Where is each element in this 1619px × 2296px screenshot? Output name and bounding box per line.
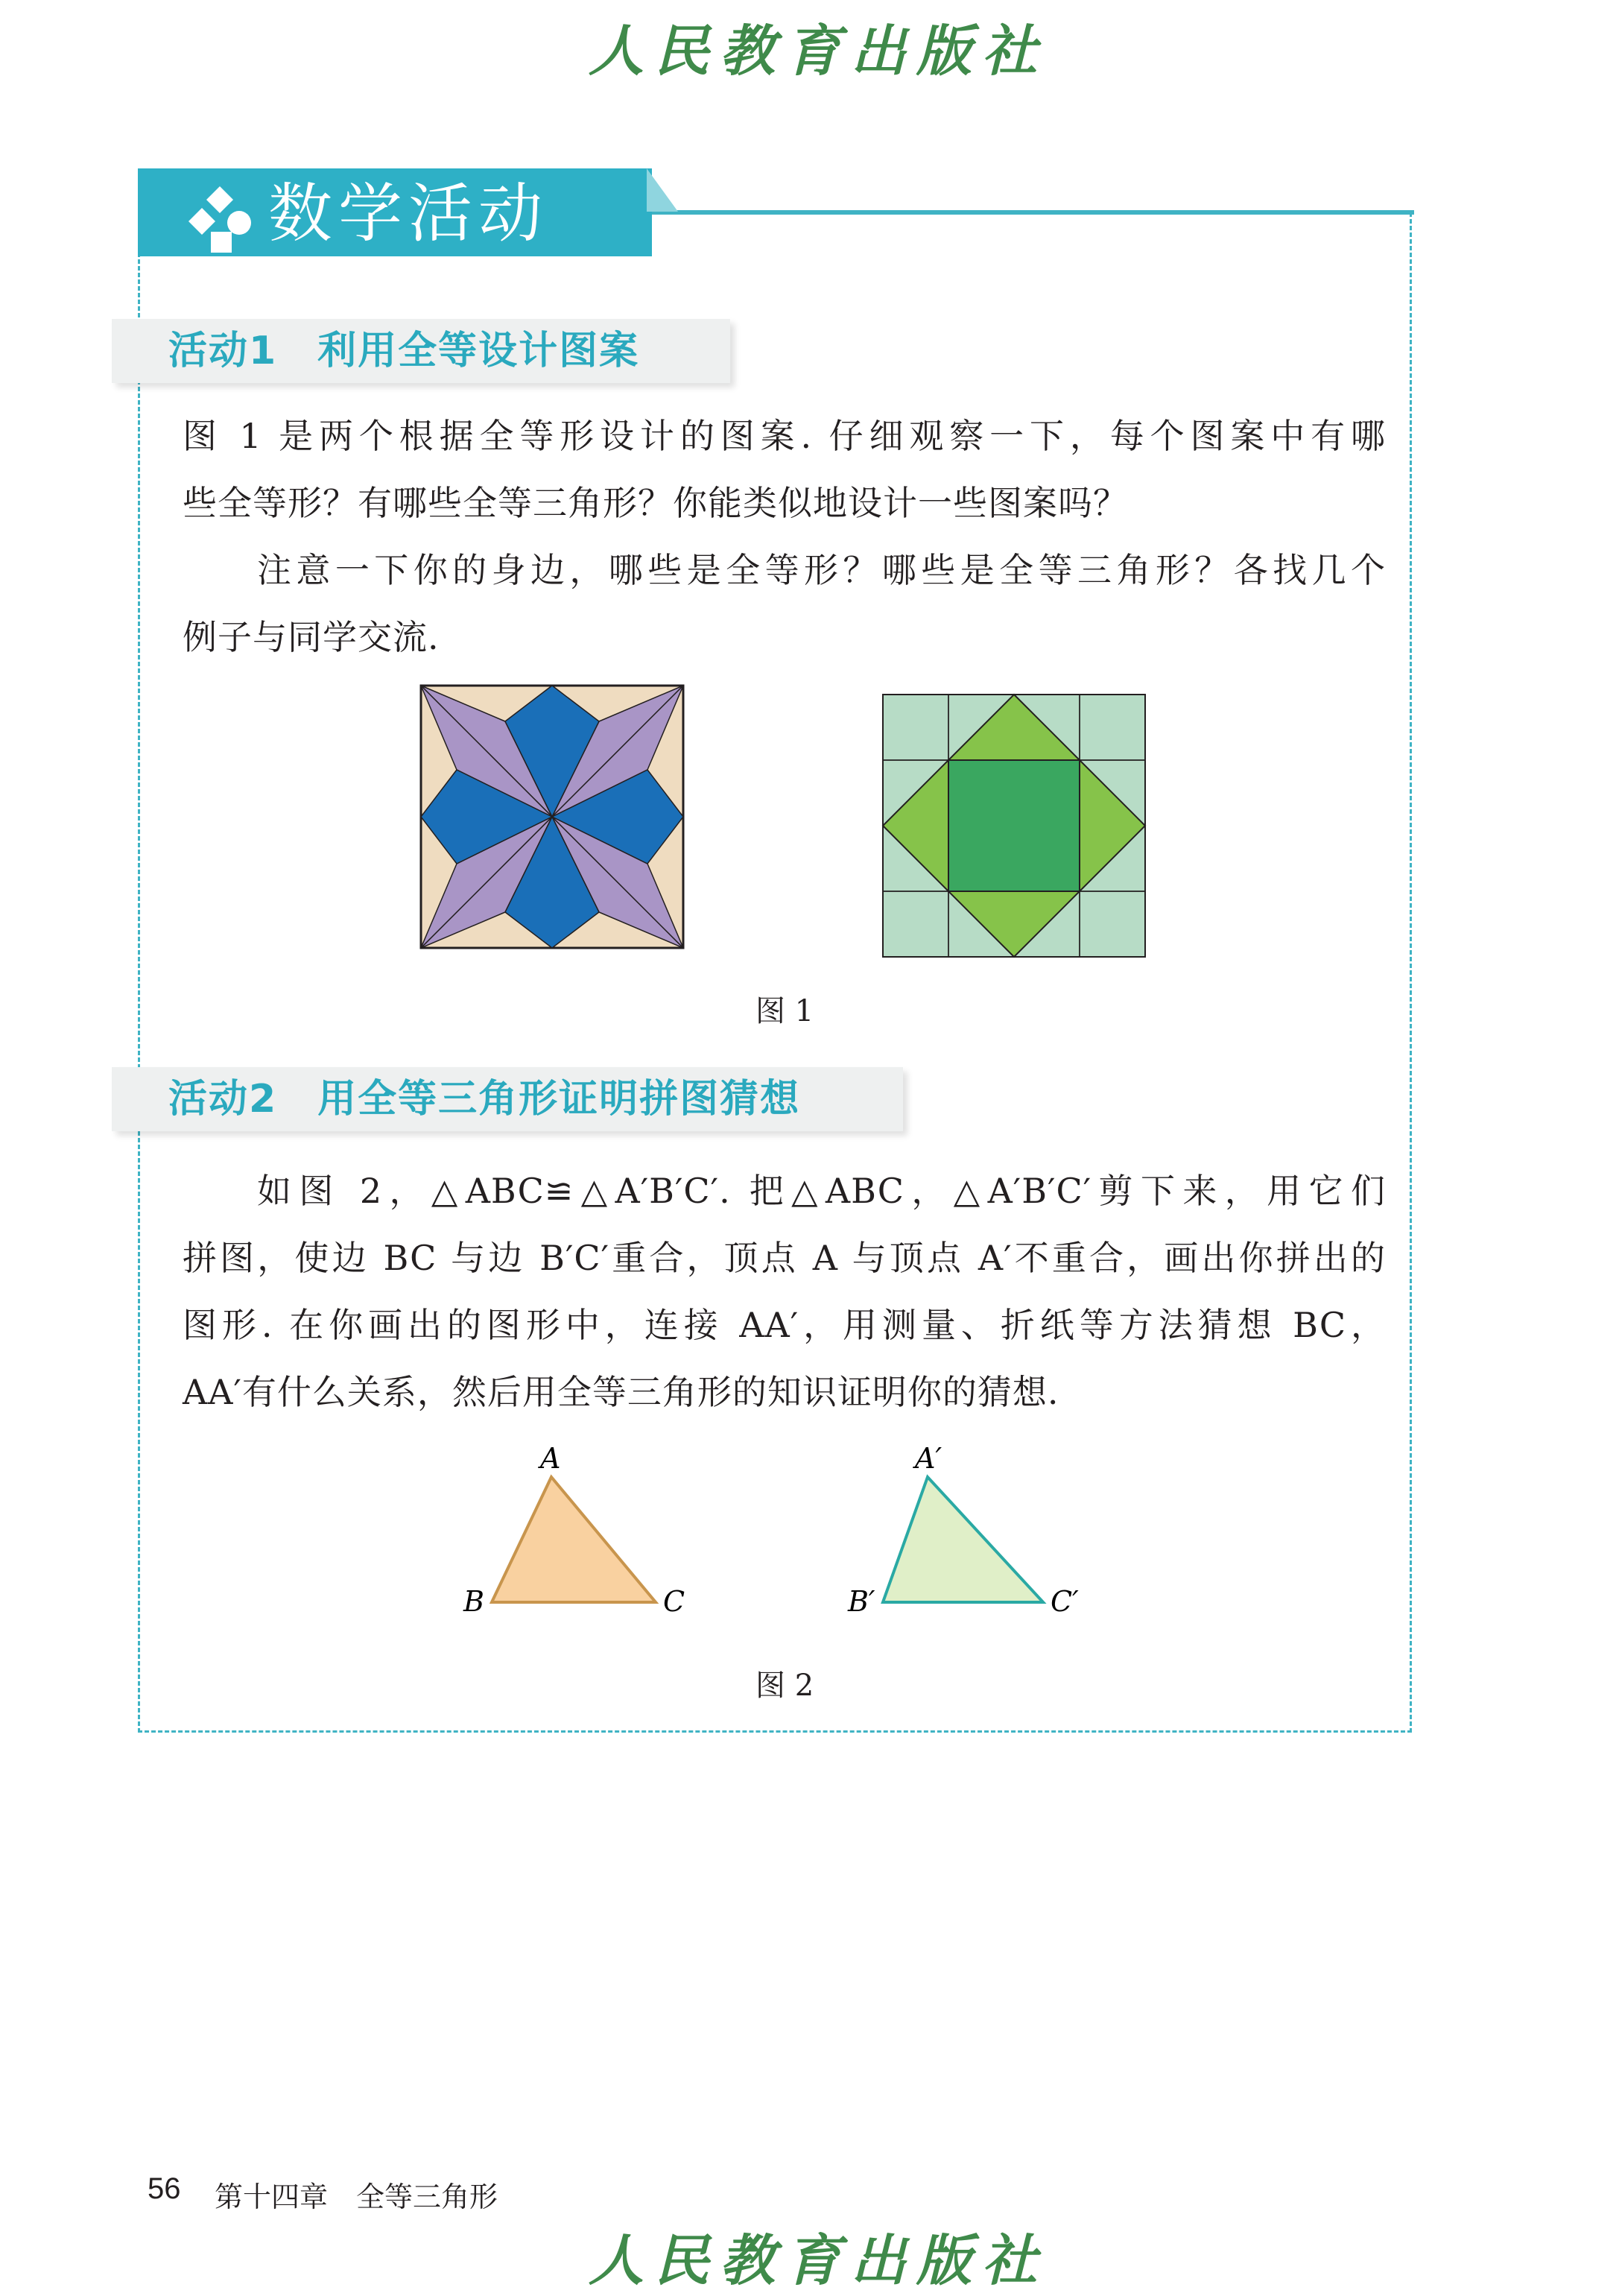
chapter-title: 第十四章 全等三角形 [215,2180,498,2213]
triangle-a-prime-b-prime-c-prime [847,1442,1079,1618]
header-rule [648,210,1414,215]
activity2-title: 活动2 用全等三角形证明拼图猜想 [168,1077,801,1122]
label-c: C [663,1585,685,1618]
green-grid-figure [881,693,1147,958]
star-pattern-figure [419,684,685,949]
figure2-caption: 图 2 [755,1669,814,1703]
section-title: 数学活动 [268,177,548,251]
label-b-prime: B′ [848,1585,875,1618]
activity1-para1-line1: 图 1 是两个根据全等形设计的图案. 仔细观察一下，每个图案中有哪 [183,416,1386,456]
label-a-prime: A′ [915,1442,942,1475]
activity2-line3: 图形. 在你画出的图形中，连接 AA′，用测量、折纸等方法猜想 BC， [183,1305,1386,1345]
label-a: A [540,1442,561,1475]
page-number: 56 [148,2172,181,2205]
triangles-figure [447,1435,1118,1636]
activity2-line4: AA′有什么关系，然后用全等三角形的知识证明你的猜想. [183,1372,1059,1412]
publisher-logo-bottom: 人民教育出版社 [589,2229,1048,2293]
activity2-line2: 拼图，使边 BC 与边 B′C′重合，顶点 A 与顶点 A′不重合，画出你拼出的 [183,1238,1386,1278]
figure1-caption: 图 1 [755,994,814,1028]
header-fold-decoration [647,168,678,212]
activity2-line1: 如图 2，△ABC≌△A′B′C′. 把△ABC，△A′B′C′剪下来，用它们 [257,1171,1386,1211]
activity1-para2-line2: 例子与同学交流. [183,617,440,657]
triangle-abc [463,1442,685,1618]
activity1-para2-line1: 注意一下你的身边，哪些是全等形？哪些是全等三角形？各找几个 [257,550,1386,590]
activity1-title: 活动1 利用全等设计图案 [168,329,640,373]
publisher-logo-top: 人民教育出版社 [589,19,1048,83]
puzzle-shapes-icon [183,183,257,257]
label-b: B [463,1585,484,1618]
label-c-prime: C′ [1051,1585,1079,1618]
activity1-para1-line2: 些全等形？有哪些全等三角形？你能类似地设计一些图案吗？ [183,483,1128,523]
